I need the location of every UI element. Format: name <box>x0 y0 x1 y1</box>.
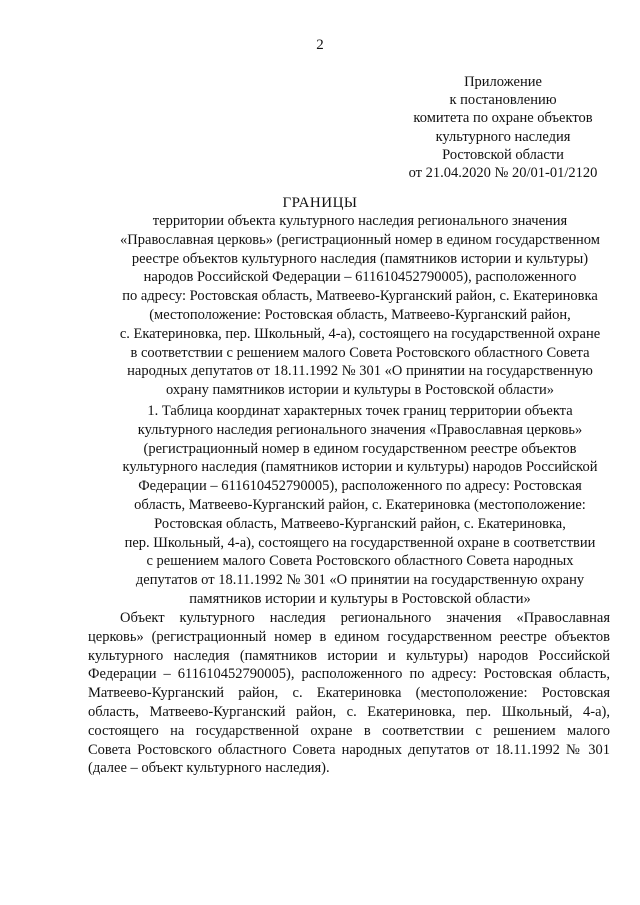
document-title: ГРАНИЦЫ <box>282 195 358 211</box>
body-line: состоящего на государственной охране в соответствии с решением малого <box>88 722 610 739</box>
subtitle-line: охрану памятников истории и культуры в Ростовской области» <box>166 382 554 399</box>
subtitle-line: территории объекта культурного наследия регионального значения <box>152 213 568 229</box>
appendix-line: Ростовской области <box>442 146 564 163</box>
table-heading-line: (регистрационный номер в едином государственном реестре объектов <box>143 440 577 457</box>
table-heading-line: Федерации – 611610452790005), расположенного по адресу: Ростовская <box>138 478 582 495</box>
subtitle-line: реестре объектов культурного наследия (памятников истории и культуры) <box>131 250 589 267</box>
subtitle-line: по адресу: Ростовская область, Матвеево-Курганский район, с. Екатериновка <box>122 288 598 305</box>
appendix-line: комитета по охране объектов <box>413 110 593 127</box>
page-number: 2 <box>316 37 324 53</box>
subtitle-line: в соответствии с решением малого Совета Ростовского областного Совета <box>130 344 590 361</box>
table-heading-line: культурного наследия (памятников истории и культуры) народов Российской <box>122 459 598 476</box>
subtitle-line: народов Российской Федерации – 611610452790005), расположенного <box>143 269 577 286</box>
table-heading-line: культурного наследия регионального значения «Православная церковь» <box>137 421 583 438</box>
subtitle-line: народных депутатов от 18.11.1992 № 301 «О принятии на государственную <box>127 363 593 380</box>
table-heading-line: с решением малого Совета Ростовского областного Совета народных <box>146 553 574 570</box>
table-heading-line: Ростовская область, Матвеево-Курганский район, с. Екатериновка, <box>154 515 566 532</box>
body-line: церковь» (регистрационный номер в едином государственном реестре объектов <box>88 628 610 645</box>
body-line: Объект культурного наследия регионального значения «Православная <box>120 610 610 626</box>
table-heading-line: пер. Школьный, 4-а), состоящего на государственной охране в соответствии <box>124 534 596 551</box>
document-subtitle <box>60 212 640 400</box>
subtitle-line: «Православная церковь» (регистрационный номер в едином государственном <box>120 231 600 248</box>
body-line: Совета Ростовского областного Совета народных депутатов от 18.11.1992 № 301 <box>88 741 610 758</box>
table-heading <box>60 402 640 609</box>
body-line: область, Матвеево-Курганский район, с. Екатериновка, пер. Школьный, 4-а), <box>88 703 610 720</box>
body-line: Матвеево-Курганский район, с. Екатериновка (местоположение: Ростовская <box>88 685 610 702</box>
subtitle-line: (местоположение: Ростовская область, Матвеево-Курганский район, <box>149 306 571 323</box>
table-heading-line: 1. Таблица координат характерных точек границ территории объекта <box>147 403 573 419</box>
table-heading-line: область, Матвеево-Курганский район, с. Екатериновка (местоположение: <box>134 496 586 513</box>
table-heading-line: депутатов от 18.11.1992 № 301 «О принятии на государственную охрану <box>135 572 585 589</box>
body-line: Федерации – 611610452790005), расположенного по адресу: Ростовская область, <box>88 666 610 683</box>
subtitle-line: с. Екатериновка, пер. Школьный, 4-а), состоящего на государственной охране <box>119 325 601 342</box>
table-heading-line: памятников истории и культуры в Ростовской области» <box>189 590 531 607</box>
appendix-line: Приложение <box>464 74 542 90</box>
appendix-line: от 21.04.2020 № 20/01-01/2120 <box>408 165 598 182</box>
appendix-header <box>378 73 628 182</box>
body-line: культурного наследия (памятников истории и культуры) народов Российской <box>88 647 610 664</box>
appendix-line: к постановлению <box>449 92 557 109</box>
body-paragraph <box>88 609 610 778</box>
appendix-line: культурного наследия <box>435 128 571 145</box>
body-line: (далее – объект культурного наследия). <box>88 760 330 777</box>
